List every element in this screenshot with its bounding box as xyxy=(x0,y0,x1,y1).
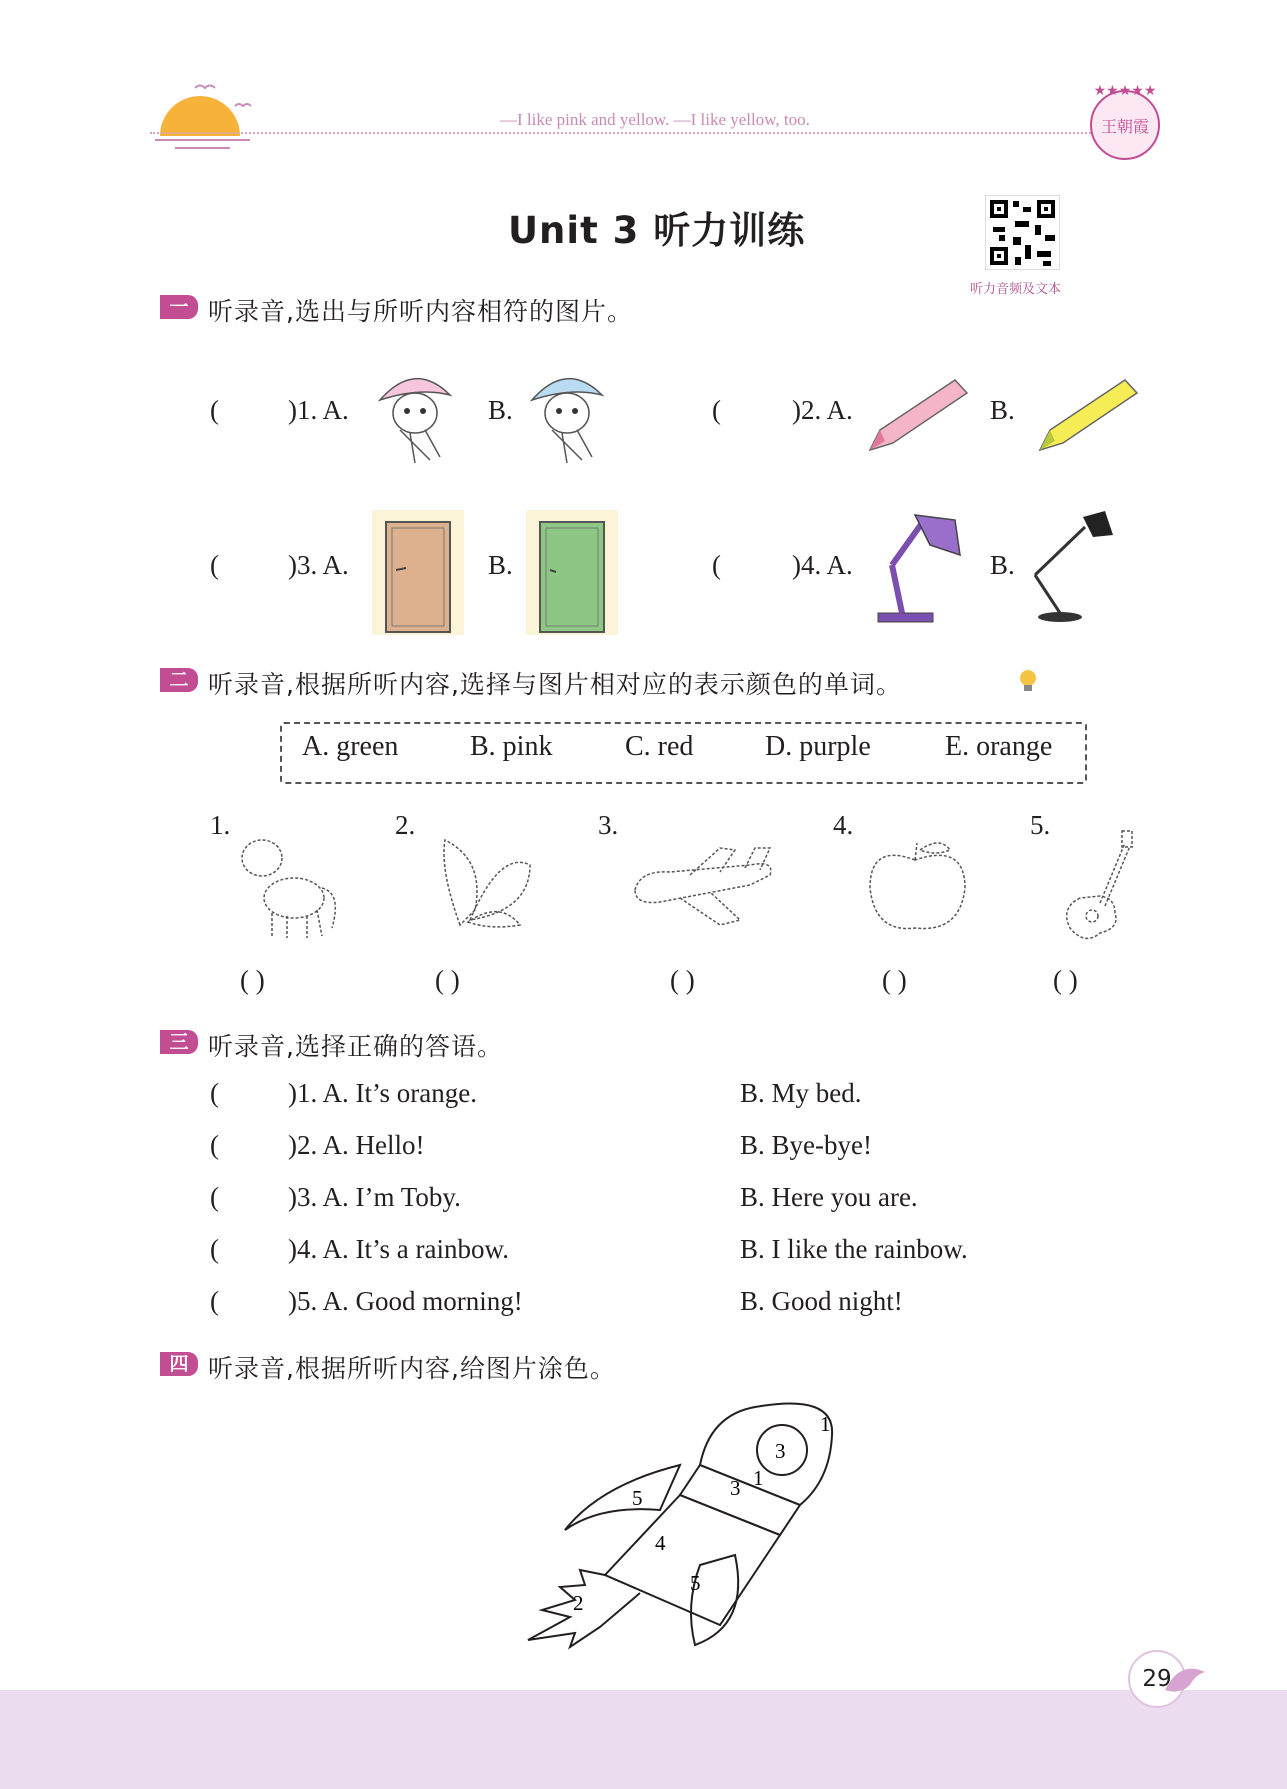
p3-q4-a: )4. A. It’s a rainbow. xyxy=(288,1234,509,1264)
p2-number-1: 1. xyxy=(210,810,231,840)
p3-q5-b: B. Good night! xyxy=(740,1286,903,1316)
p2-answer-blank-5[interactable]: ( ) xyxy=(1053,965,1078,995)
p2-answer-blank-4[interactable]: ( ) xyxy=(882,965,907,995)
p1-q3-label: )3. A. xyxy=(288,550,349,580)
blue-hat-kite-image xyxy=(522,365,612,465)
p3-q2-a: )2. A. Hello! xyxy=(288,1130,425,1160)
answer-paren[interactable]: ( xyxy=(712,395,721,425)
p2-number-5: 5. xyxy=(1030,810,1051,840)
p2-answer-blank-1[interactable]: ( ) xyxy=(240,965,265,995)
word-choice-e: E. orange xyxy=(945,731,1053,762)
green-door-image xyxy=(526,510,618,635)
p3-q5-a: )5. A. Good morning! xyxy=(288,1286,523,1316)
header-motto: —I like pink and yellow. —I like yellow, too. xyxy=(500,110,810,129)
apple-outline-image xyxy=(865,838,975,938)
p3-q3-b: B. Here you are. xyxy=(740,1182,918,1212)
p2-number-2: 2. xyxy=(395,810,416,840)
black-lamp-image xyxy=(1025,505,1120,625)
header-divider xyxy=(150,132,1095,134)
pink-crayon-image xyxy=(865,375,975,455)
p3-q4-b: B. I like the rainbow. xyxy=(740,1234,968,1264)
page-title: Unit 3 听力训练 xyxy=(508,209,806,252)
p1-q1-label: )1. A. xyxy=(288,395,349,425)
sunset-icon xyxy=(150,78,260,153)
brown-door-image xyxy=(372,510,464,635)
section-title-1: 听录音,选出与所听内容相符的图片。 xyxy=(208,297,633,326)
p1-q1-b: B. xyxy=(488,395,513,425)
answer-paren[interactable]: ( xyxy=(210,1234,219,1264)
section-badge-1: 一 xyxy=(160,295,198,319)
word-choice-a: A. green xyxy=(302,731,399,762)
rocket-label: 1 xyxy=(820,1412,831,1436)
p2-answer-blank-3[interactable]: ( ) xyxy=(670,965,695,995)
dolphin-icon xyxy=(1160,1660,1210,1700)
lightbulb-icon xyxy=(1017,668,1039,696)
section-badge-3: 三 xyxy=(160,1030,198,1054)
rocket-coloring-image[interactable] xyxy=(520,1395,840,1650)
svg-text:王朝霞: 王朝霞 xyxy=(1100,117,1150,136)
answer-paren[interactable]: ( xyxy=(210,1130,219,1160)
answer-paren[interactable]: ( xyxy=(210,550,219,580)
p1-q4-label: )4. A. xyxy=(792,550,853,580)
p1-q2-label: )2. A. xyxy=(792,395,853,425)
answer-paren[interactable]: ( xyxy=(210,1182,219,1212)
qr-code-icon[interactable] xyxy=(985,195,1060,270)
airplane-outline-image xyxy=(630,840,780,930)
yellow-crayon-image xyxy=(1035,375,1145,455)
page-number: 29 xyxy=(1128,1650,1186,1708)
rocket-label: 3 xyxy=(730,1476,741,1500)
qr-caption: 听力音频及文本 xyxy=(970,282,1062,297)
rocket-label: 4 xyxy=(655,1531,666,1555)
p2-number-3: 3. xyxy=(598,810,619,840)
p3-q1-a: )1. A. It’s orange. xyxy=(288,1078,477,1108)
section-badge-2: 二 xyxy=(160,668,198,692)
rocket-label: 1 xyxy=(753,1466,764,1490)
brand-logo-icon xyxy=(1080,75,1170,165)
word-choice-b: B. pink xyxy=(470,731,553,762)
pony-outline-image xyxy=(232,828,342,943)
rocket-label: 5 xyxy=(632,1486,643,1510)
page-footer-band xyxy=(0,1690,1287,1789)
purple-lamp-image xyxy=(870,505,965,625)
rocket-label: 2 xyxy=(573,1591,584,1615)
word-choice-d: D. purple xyxy=(765,731,871,762)
rocket-label: 5 xyxy=(690,1571,701,1595)
p1-q2-b: B. xyxy=(990,395,1015,425)
p1-q3-b: B. xyxy=(488,550,513,580)
answer-paren[interactable]: ( xyxy=(210,395,219,425)
section-title-3: 听录音,选择正确的答语。 xyxy=(208,1032,503,1061)
section-badge-4: 四 xyxy=(160,1352,198,1376)
svg-text:★★★★★: ★★★★★ xyxy=(1093,84,1157,99)
answer-paren[interactable]: ( xyxy=(210,1078,219,1108)
p2-answer-blank-2[interactable]: ( ) xyxy=(435,965,460,995)
p3-q3-a: )3. A. I’m Toby. xyxy=(288,1182,461,1212)
guitar-outline-image xyxy=(1060,828,1140,948)
p1-q4-b: B. xyxy=(990,550,1015,580)
butterfly-outline-image xyxy=(430,830,540,940)
p3-q1-b: B. My bed. xyxy=(740,1078,862,1108)
answer-paren[interactable]: ( xyxy=(712,550,721,580)
pink-hat-kite-image xyxy=(370,365,460,465)
word-choice-c: C. red xyxy=(625,731,694,762)
rocket-label: 3 xyxy=(775,1439,786,1463)
p3-q2-b: B. Bye-bye! xyxy=(740,1130,872,1160)
p2-number-4: 4. xyxy=(833,810,854,840)
section-title-2: 听录音,根据所听内容,选择与图片相对应的表示颜色的单词。 xyxy=(208,670,902,699)
section-title-4: 听录音,根据所听内容,给图片涂色。 xyxy=(208,1354,616,1383)
answer-paren[interactable]: ( xyxy=(210,1286,219,1316)
